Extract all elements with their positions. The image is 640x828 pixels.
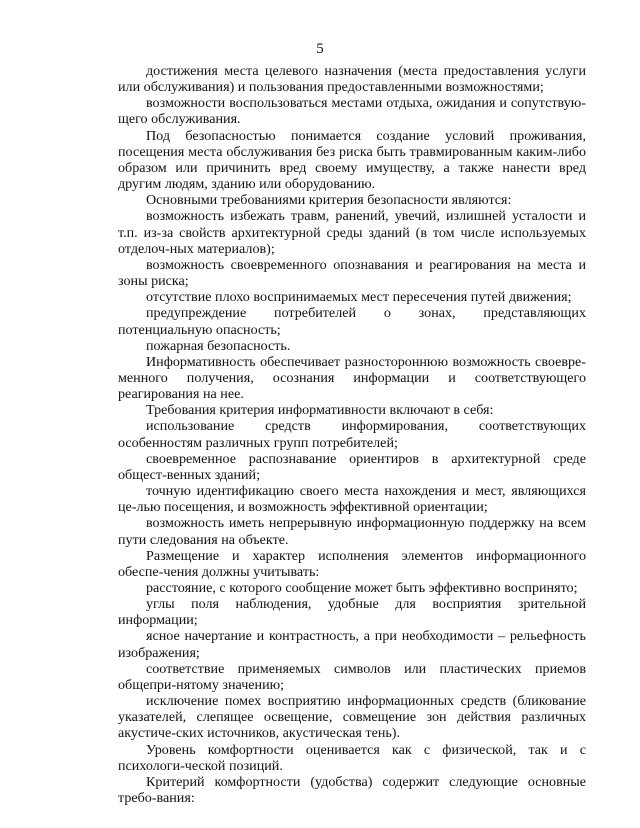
paragraph-safety-definition: Под безопасностью понимается создание условий проживания, посещения места обслуживания без риска быть травмированным каким-либо образом или причинить вред своему имуществу, а также нанести вред другим людям, зданию или оборудованию. xyxy=(118,127,586,193)
paragraph-contrast: ясное начертание и контрастность, а при необходимости – рельефность изображения; xyxy=(118,628,586,661)
paragraph-symbol-meaning: соответствие применяемых символов или пластических приемов общепри-нятому значению; xyxy=(118,660,586,693)
paragraph-informativeness-definition: Информативность обеспечивает разностороннюю возможность своевре-менного получения, осознания информации и соответствующего реагирования на нее. xyxy=(118,353,586,403)
paragraph-rest-places: возможности воспользоваться местами отдыха, ожидания и сопутствую-щего обслуживания. xyxy=(118,95,586,128)
paragraph-landmark-recognition: своевременное распознавание ориентиров в архитектурной среде общест-венных зданий; xyxy=(118,450,586,483)
paragraph-risk-zones: возможность своевременного опознавания и реагирования на места и зоны риска; xyxy=(118,256,586,290)
paragraph-informativeness-requirements-intro: Требования критерия информативности включают в себя: xyxy=(146,402,494,419)
document-body xyxy=(118,63,586,806)
paragraph-viewing-angles: углы поля наблюдения, удобные для восприятия зрительной информации; xyxy=(118,596,586,629)
paragraph-reaching-destination: достижения места целевого назначения (места предоставления услуги или обслуживания) и пользования предоставленными возможностями; xyxy=(118,63,586,96)
paragraph-path-crossings: отсутствие плохо воспринимаемых мест пересечения путей движения; xyxy=(146,289,572,306)
paragraph-comfort-level: Уровень комфортности оценивается как с физической, так и с психологи-ческой позиций. xyxy=(118,741,586,774)
paragraph-continuous-support: возможность иметь непрерывную информационную поддержку на всем пути следования на объекте. xyxy=(118,515,586,548)
paragraph-comfort-criterion: Критерий комфортности (удобства) содержит следующие основные требо-вания: xyxy=(118,773,586,807)
paragraph-safety-requirements-intro: Основными требованиями критерия безопасности являются: xyxy=(146,192,512,209)
paragraph-interference: исключение помех восприятию информационных средств (бликование указателей, слепящее освещение, совмещение зон действия различных акустиче-ских источников, акустическая тень). xyxy=(118,693,586,742)
paragraph-placement-intro: Размещение и характер исполнения элементов информационного обеспе-чения должны учитывать: xyxy=(118,547,586,580)
paragraph-location-identification: точную идентификацию своего места нахождения и мест, являющихся це-лью посещения, и возможность эффективной ориентации; xyxy=(118,483,586,516)
paragraph-avoid-injury: возможность избежать травм, ранений, увечий, излишней усталости и т.п. из-за свойств архитектурной среды зданий (в том числе используемых отделоч-ных материалов); xyxy=(118,208,586,257)
paragraph-danger-warning: предупреждение потребителей о зонах, представляющих потенциальную опасность; xyxy=(118,305,586,338)
paragraph-information-means: использование средств информирования, соответствующих особенностям различных групп потребителей; xyxy=(118,418,586,451)
paragraph-distance: расстояние, с которого сообщение может быть эффективно воспринято; xyxy=(146,580,578,596)
page-number: 5 xyxy=(316,41,324,57)
paragraph-fire-safety: пожарная безопасность. xyxy=(146,337,291,354)
